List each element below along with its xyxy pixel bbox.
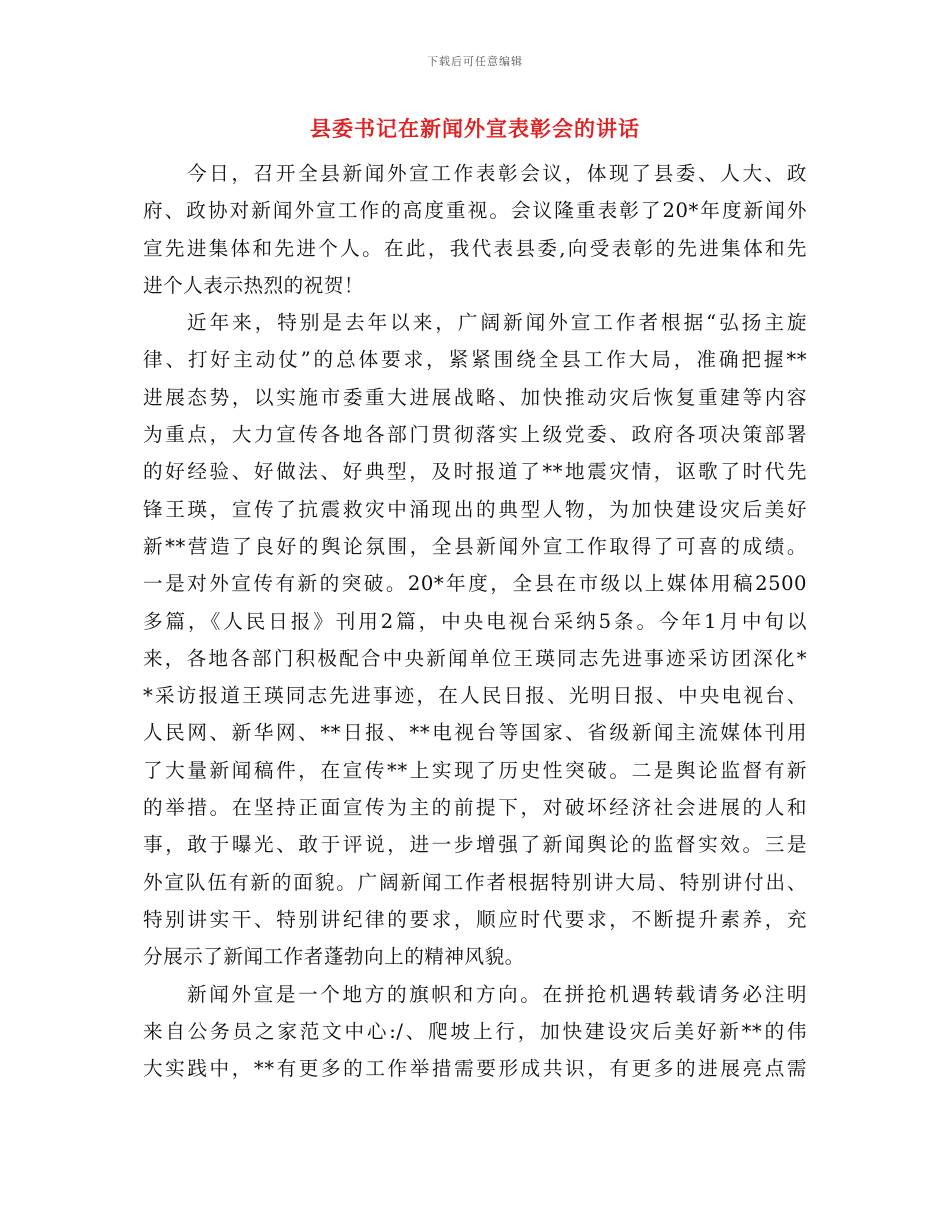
- text-line: 事，敢于曝光、敢于评说，进一步增强了新闻舆论的监督实效。三是: [143, 833, 807, 857]
- text-line: 今日，召开全县新闻外宣工作表彰会议，体现了县委、人大、政: [187, 162, 807, 185]
- text-line: 的好经验、好做法、好典型，及时报道了**地震灾情，讴歌了时代先: [143, 460, 807, 484]
- text-line: 宣先进集体和先进个人。在此，我代表县委,向受表彰的先进集体和先: [143, 236, 807, 260]
- text-line: 特别讲实干、特别讲纪律的要求，顺应时代要求，不断提升素养，充: [143, 907, 807, 931]
- header-note: 下载后可任意编辑: [427, 55, 523, 68]
- text-line: 来，各地各部门积极配合中央新闻单位王瑛同志先进事迹采访团深化*: [143, 646, 807, 670]
- text-line: 进个人表示热烈的祝贺！: [143, 273, 365, 297]
- text-line: 来自公务员之家范文中心:/、爬坡上行，加快建设灾后美好新**的伟: [143, 1019, 807, 1043]
- text-line: 一是对外宣传有新的突破。20*年度，全县在市级以上媒体用稿2500: [143, 572, 807, 596]
- text-line: 近年来，特别是去年以来，广阔新闻外宣工作者根据“弘扬主旋: [187, 311, 807, 335]
- text-line: 府、政协对新闻外宣工作的高度重视。会议隆重表彰了20*年度新闻外: [143, 199, 807, 223]
- text-line: 为重点，大力宣传各地各部门贯彻落实上级党委、政府各项决策部署: [143, 423, 807, 447]
- text-line: 了大量新闻稿件，在宣传**上实现了历史性突破。二是舆论监督有新: [143, 758, 807, 782]
- document-body: [143, 155, 807, 1087]
- text-line: 进展态势，以实施市委重大进展战略、加快推动灾后恢复重建等内容: [143, 385, 807, 409]
- text-line: 新闻外宣是一个地方的旗帜和方向。在拼抢机遇转载请务必注明: [187, 982, 807, 1006]
- text-line: 律、打好主动仗”的总体要求，紧紧围绕全县工作大局，准确把握**: [143, 348, 807, 372]
- text-line: 新**营造了良好的舆论氛围，全县新闻外宣工作取得了可喜的成绩。: [143, 534, 807, 558]
- text-line: 大实践中，**有更多的工作举措需要形成共识，有更多的进展亮点需: [143, 1057, 807, 1081]
- text-line: 外宣队伍有新的面貌。广阔新闻工作者根据特别讲大局、特别讲付出、: [143, 870, 807, 894]
- document-title: 县委书记在新闻外宣表彰会的讲话: [310, 116, 640, 141]
- text-line: 的举措。在坚持正面宣传为主的前提下，对破坏经济社会进展的人和: [143, 796, 807, 820]
- text-line: 人民网、新华网、**日报、**电视台等国家、省级新闻主流媒体刊用: [143, 721, 807, 745]
- text-line: 多篇，《人民日报》刊用2篇，中央电视台采纳5条。今年1月中旬以: [143, 609, 807, 633]
- text-line: *采访报道王瑛同志先进事迹，在人民日报、光明日报、中央电视台、: [143, 684, 807, 708]
- text-line: 分展示了新闻工作者蓬勃向上的精神风貌。: [143, 945, 525, 969]
- text-line: 锋王瑛，宣传了抗震救灾中涌现出的典型人物，为加快建设灾后美好: [143, 497, 807, 521]
